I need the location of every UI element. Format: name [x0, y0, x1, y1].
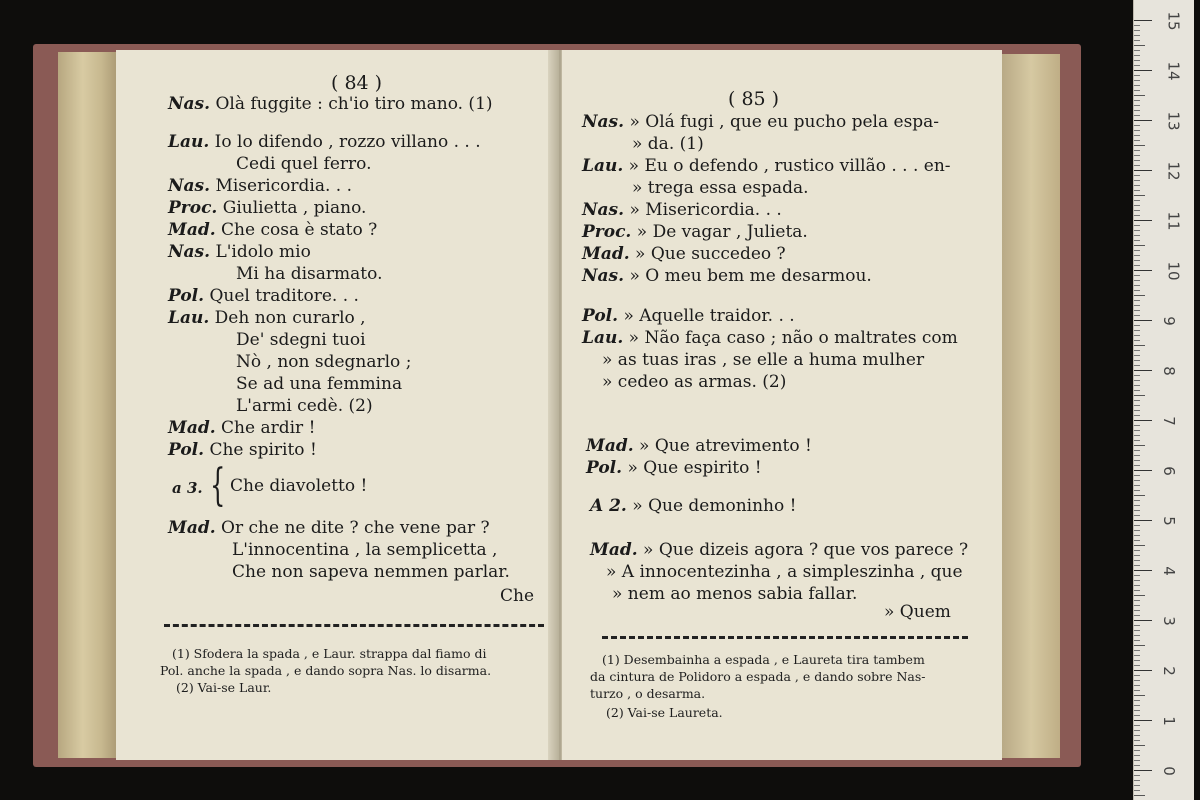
footnote: turzo , o desarma. [590, 686, 706, 701]
ruler-tick [1134, 45, 1145, 46]
dialogue-line: Nas. Olà fuggite : ch'io tiro mano. (1) [168, 94, 493, 114]
ruler-tick [1134, 525, 1140, 526]
ruler-tick [1134, 375, 1140, 376]
ruler-tick [1134, 655, 1140, 656]
ruler-tick [1134, 180, 1140, 181]
ruler-tick [1134, 245, 1145, 246]
ruler-tick [1134, 490, 1140, 491]
ruler-tick [1134, 300, 1140, 301]
ruler-tick [1134, 185, 1140, 186]
ruler-tick [1134, 605, 1140, 606]
ruler-tick [1134, 160, 1140, 161]
page-edges-left [58, 52, 120, 758]
ruler-label: 4 [1159, 566, 1178, 576]
ruler-tick [1134, 795, 1145, 796]
ruler-tick [1134, 685, 1140, 686]
ruler-tick [1134, 665, 1140, 666]
ruler-tick [1134, 750, 1140, 751]
ruler-tick [1134, 370, 1152, 371]
ruler-tick [1134, 110, 1140, 111]
ruler-tick [1134, 760, 1140, 761]
footnote: (1) Sfodera la spada , e Laur. strappa dal fiamo di [172, 646, 487, 661]
ruler-tick [1134, 275, 1140, 276]
ruler-label: 6 [1159, 466, 1178, 476]
ruler-tick [1134, 610, 1140, 611]
ruler-tick [1134, 505, 1140, 506]
ruler-tick [1134, 135, 1140, 136]
ruler-tick [1134, 165, 1140, 166]
footnote: (2) Vai-se Laureta. [606, 705, 723, 720]
dialogue-line: Pol. Che spirito ! [168, 440, 317, 460]
ruler-tick [1134, 555, 1140, 556]
dialogue-line: » trega essa espada. [632, 178, 809, 198]
ruler-tick [1134, 210, 1140, 211]
ruler-tick [1134, 430, 1140, 431]
ruler-tick [1134, 255, 1140, 256]
ruler-tick [1134, 195, 1145, 196]
dialogue-line: Mad. Or che ne dite ? che vene par ? [168, 518, 490, 538]
dialogue-line: Lau. » Eu o defendo , rustico villão . . . en- [582, 156, 951, 176]
ruler-tick [1134, 590, 1140, 591]
ruler-label: 2 [1159, 666, 1178, 676]
dialogue-line: Mad. » Que atrevimento ! [586, 436, 812, 456]
ruler-tick [1134, 380, 1140, 381]
ruler-tick [1134, 385, 1140, 386]
ruler-label: 13 [1164, 111, 1183, 131]
ruler-tick [1134, 465, 1140, 466]
ruler-tick [1134, 660, 1140, 661]
ruler-tick [1134, 595, 1145, 596]
dialogue-line: Cedi quel ferro. [236, 154, 372, 174]
ruler-tick [1134, 120, 1152, 121]
ruler-tick [1134, 630, 1140, 631]
dialogue-line: » cedeo as armas. (2) [602, 372, 787, 392]
ruler-tick [1134, 360, 1140, 361]
ruler-tick [1134, 550, 1140, 551]
ruler-tick [1134, 445, 1145, 446]
ruler-tick [1134, 405, 1140, 406]
ruler-tick [1134, 95, 1145, 96]
dialogue-line: » da. (1) [632, 134, 704, 154]
ruler-tick [1134, 205, 1140, 206]
ruler-tick [1134, 265, 1140, 266]
ruler-label: 5 [1159, 516, 1178, 526]
ruler-tick [1134, 530, 1140, 531]
dialogue-line: Nò , non sdegnarlo ; [236, 352, 412, 372]
ruler-tick [1134, 230, 1140, 231]
ruler-tick [1134, 130, 1140, 131]
ruler-label: 0 [1159, 766, 1178, 776]
ruler-tick [1134, 755, 1140, 756]
measurement-ruler [1133, 0, 1194, 800]
ruler-tick [1134, 745, 1145, 746]
ruler-tick [1134, 20, 1152, 21]
catchword: » Quem [884, 602, 951, 622]
dialogue-line: Pol. » Que espirito ! [586, 458, 762, 478]
ruler-tick [1134, 235, 1140, 236]
dialogue-line: Pol. Quel traditore. . . [168, 286, 359, 306]
ruler-label: 15 [1164, 11, 1183, 31]
ruler-tick [1134, 425, 1140, 426]
dialogue-line: Mad. Che cosa è stato ? [168, 220, 378, 240]
ruler-tick [1134, 450, 1140, 451]
ruler-tick [1134, 240, 1140, 241]
ruler-tick [1134, 330, 1140, 331]
ruler-tick [1134, 485, 1140, 486]
dialogue-line: Lau. Io lo difendo , rozzo villano . . . [168, 132, 481, 152]
footnote: (2) Vai-se Laur. [176, 680, 272, 695]
ruler-tick [1134, 390, 1140, 391]
ruler-label: 11 [1164, 211, 1183, 231]
ruler-tick [1134, 140, 1140, 141]
ruler-label: 7 [1159, 416, 1178, 426]
dialogue-line: Nas. » Olá fugi , que eu pucho pela espa- [582, 112, 940, 132]
ruler-tick [1134, 710, 1140, 711]
ruler-label: 12 [1164, 161, 1183, 181]
page-edges-right [1002, 54, 1060, 758]
ruler-tick [1134, 600, 1140, 601]
ruler-tick [1134, 770, 1152, 771]
dialogue-line: Che diavoletto ! [230, 476, 368, 496]
ruler-tick [1134, 560, 1140, 561]
ruler-tick [1134, 495, 1145, 496]
ruler-tick [1134, 650, 1140, 651]
ruler-tick [1134, 335, 1140, 336]
ruler-label: 3 [1159, 616, 1178, 626]
ruler-tick [1134, 705, 1140, 706]
dialogue-line: Nas. » Misericordia. . . [582, 200, 782, 220]
ruler-tick [1134, 395, 1145, 396]
ruler-label: 8 [1159, 366, 1178, 376]
ruler-tick [1134, 435, 1140, 436]
ruler-tick [1134, 305, 1140, 306]
right-page [562, 50, 1002, 760]
ruler-tick [1134, 715, 1140, 716]
ruler-tick [1134, 90, 1140, 91]
dialogue-line: Mad. » Que dizeis agora ? que vos parece ? [590, 540, 969, 560]
ruler-tick [1134, 780, 1140, 781]
ruler-tick [1134, 520, 1152, 521]
dialogue-line: Proc. Giulietta , piano. [168, 198, 367, 218]
ruler-tick [1134, 215, 1140, 216]
ruler-tick [1134, 145, 1145, 146]
dialogue-line: » as tuas iras , se elle a huma mulher [602, 350, 925, 370]
ruler-tick [1134, 40, 1140, 41]
ruler-tick [1134, 460, 1140, 461]
footnote: (1) Desembainha a espada , e Laureta tira tambem [602, 652, 925, 667]
ruler-tick [1134, 30, 1140, 31]
ruler-tick [1134, 635, 1140, 636]
footnote: da cintura de Polidoro a espada , e dando sobre Nas- [590, 669, 926, 684]
ruler-tick [1134, 535, 1140, 536]
ruler-tick [1134, 170, 1152, 171]
ruler-label: 14 [1164, 61, 1183, 81]
ruler-tick [1134, 580, 1140, 581]
dialogue-line: Se ad una femmina [236, 374, 403, 394]
ruler-tick [1134, 55, 1140, 56]
ruler-tick [1134, 415, 1140, 416]
ruler-tick [1134, 585, 1140, 586]
ruler-tick [1134, 480, 1140, 481]
ruler-tick [1134, 730, 1140, 731]
ruler-tick [1134, 50, 1140, 51]
ruler-tick [1134, 175, 1140, 176]
dialogue-line: L'armi cedè. (2) [236, 396, 373, 416]
ruler-tick [1134, 345, 1145, 346]
ruler-tick [1134, 775, 1140, 776]
ruler-tick [1134, 310, 1140, 311]
ruler-tick [1134, 500, 1140, 501]
footnote-rule [602, 636, 968, 639]
ruler-label: 1 [1159, 716, 1178, 726]
footnote-rule [164, 624, 544, 627]
ruler-tick [1134, 620, 1152, 621]
ruler-tick [1134, 80, 1140, 81]
ruler-tick [1134, 350, 1140, 351]
dialogue-line: Lau. » Não faça caso ; não o maltrates com [582, 328, 958, 348]
ruler-tick [1134, 470, 1152, 471]
ruler-tick [1134, 625, 1140, 626]
ruler-tick [1134, 785, 1140, 786]
ruler-tick [1134, 285, 1140, 286]
ruler-tick [1134, 315, 1140, 316]
ruler-tick [1134, 510, 1140, 511]
ruler-tick [1134, 125, 1140, 126]
ruler-tick [1134, 25, 1140, 26]
footnote: Pol. anche la spada , e dando sopra Nas. lo disarma. [160, 663, 492, 678]
ruler-tick [1134, 320, 1152, 321]
ruler-tick [1134, 670, 1152, 671]
dialogue-line: Pol. » Aquelle traidor. . . [582, 306, 795, 326]
ruler-tick [1134, 280, 1140, 281]
dialogue-line: Che non sapeva nemmen parlar. [232, 562, 510, 582]
ruler-tick [1134, 615, 1140, 616]
dialogue-line: Mad. Che ardir ! [168, 418, 316, 438]
ruler-tick [1134, 295, 1145, 296]
ruler-tick [1134, 765, 1140, 766]
ruler-tick [1134, 740, 1140, 741]
ruler-tick [1134, 150, 1140, 151]
ruler-label: 9 [1159, 316, 1178, 326]
ruler-tick [1134, 200, 1140, 201]
ruler-tick [1134, 540, 1140, 541]
ruler-tick [1134, 340, 1140, 341]
ruler-tick [1134, 735, 1140, 736]
ruler-tick [1134, 640, 1140, 641]
catchword: Che [500, 586, 535, 606]
ruler-tick [1134, 85, 1140, 86]
ruler-tick [1134, 60, 1140, 61]
page-number: ( 85 ) [728, 88, 780, 110]
ruler-tick [1134, 115, 1140, 116]
ruler-tick [1134, 545, 1145, 546]
ruler-tick [1134, 250, 1140, 251]
ruler-tick [1134, 695, 1145, 696]
ruler-tick [1134, 455, 1140, 456]
ruler-tick [1134, 475, 1140, 476]
ruler-tick [1134, 420, 1152, 421]
ruler-tick [1134, 100, 1140, 101]
ruler-tick [1134, 675, 1140, 676]
ruler-tick [1134, 220, 1152, 221]
ruler-tick [1134, 70, 1152, 71]
ruler-tick [1134, 105, 1140, 106]
dialogue-line: Nas. Misericordia. . . [168, 176, 353, 196]
ruler-tick [1134, 575, 1140, 576]
page-number: ( 84 ) [331, 72, 383, 94]
brace-symbol: { [210, 460, 226, 511]
ruler-tick [1134, 690, 1140, 691]
ruler-tick [1134, 75, 1140, 76]
ruler-tick [1134, 440, 1140, 441]
ruler-tick [1134, 790, 1140, 791]
ruler-tick [1134, 400, 1140, 401]
dialogue-line: Nas. L'idolo mio [168, 242, 311, 262]
dialogue-line: » nem ao menos sabia fallar. [612, 584, 858, 604]
ruler-tick [1134, 720, 1152, 721]
dialogue-line: Nas. » O meu bem me desarmou. [582, 266, 872, 286]
ruler-tick [1134, 155, 1140, 156]
dialogue-line: Lau. Deh non curarlo , [168, 308, 366, 328]
ruler-tick [1134, 260, 1140, 261]
ruler-tick [1134, 35, 1140, 36]
dialogue-line: Proc. » De vagar , Julieta. [582, 222, 808, 242]
ruler-tick [1134, 515, 1140, 516]
ruler-tick [1134, 325, 1140, 326]
left-page [116, 50, 556, 760]
ruler-tick [1134, 190, 1140, 191]
ensemble-label: a 3. [172, 479, 203, 497]
dialogue-line: De' sdegni tuoi [236, 330, 366, 350]
ruler-tick [1134, 700, 1140, 701]
ruler-tick [1134, 365, 1140, 366]
dialogue-line: » A innocentezinha , a simpleszinha , que [606, 562, 963, 582]
ruler-tick [1134, 65, 1140, 66]
ruler-tick [1134, 725, 1140, 726]
dialogue-line: Mi ha disarmato. [236, 264, 383, 284]
ruler-tick [1134, 645, 1145, 646]
ruler-tick [1134, 570, 1152, 571]
ruler-tick [1134, 565, 1140, 566]
dialogue-line: Mad. » Que succedeo ? [582, 244, 786, 264]
ruler-tick [1134, 225, 1140, 226]
dialogue-line: A 2. » Que demoninho ! [590, 496, 797, 516]
ruler-tick [1134, 410, 1140, 411]
dialogue-line: L'innocentina , la semplicetta , [232, 540, 498, 560]
ruler-tick [1134, 290, 1140, 291]
ruler-tick [1134, 270, 1152, 271]
ruler-tick [1134, 355, 1140, 356]
ruler-label: 10 [1164, 261, 1183, 281]
ruler-tick [1134, 680, 1140, 681]
